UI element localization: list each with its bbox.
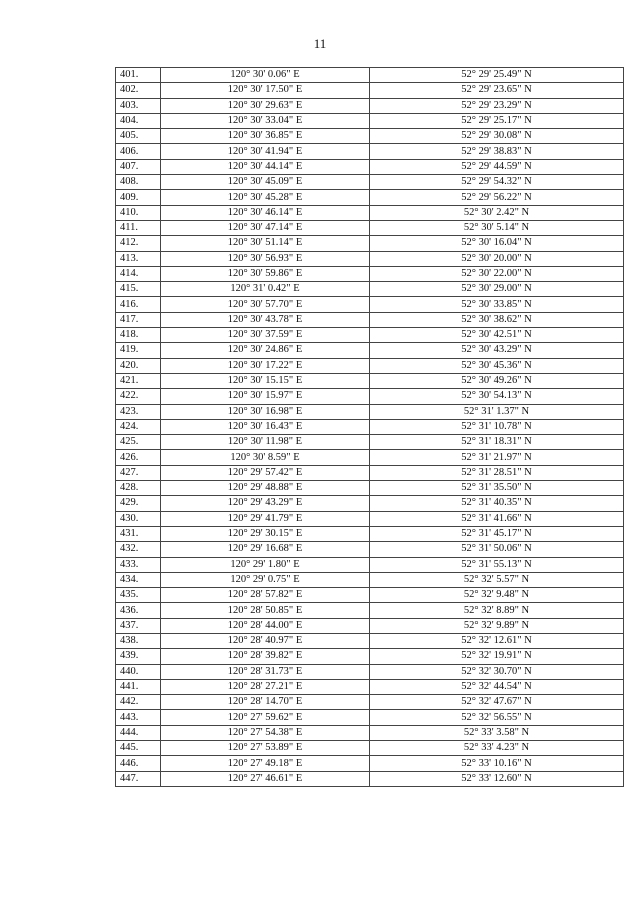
longitude-cell: 120° 30' 8.59" E [161,450,370,465]
longitude-cell: 120° 30' 56.93" E [161,251,370,266]
longitude-cell: 120° 28' 44.00" E [161,618,370,633]
table-row [116,771,624,786]
point-number-cell: 404. [116,113,161,128]
latitude-cell: 52° 29' 44.59" N [370,159,624,174]
latitude-cell: 52° 32' 47.67" N [370,695,624,710]
table-row [116,343,624,358]
latitude-cell: 52° 30' 20.00" N [370,251,624,266]
latitude-cell: 52° 30' 22.00" N [370,266,624,281]
longitude-cell: 120° 30' 44.14" E [161,159,370,174]
point-number-cell: 425. [116,435,161,450]
point-number-cell: 412. [116,236,161,251]
longitude-cell: 120° 29' 16.68" E [161,542,370,557]
longitude-cell: 120° 27' 49.18" E [161,756,370,771]
longitude-cell: 120° 30' 43.78" E [161,312,370,327]
point-number-cell: 436. [116,603,161,618]
latitude-cell: 52° 30' 45.36" N [370,358,624,373]
table-row [116,435,624,450]
latitude-cell: 52° 29' 38.83" N [370,144,624,159]
latitude-cell: 52° 30' 38.62" N [370,312,624,327]
longitude-cell: 120° 28' 50.85" E [161,603,370,618]
longitude-cell: 120° 28' 40.97" E [161,633,370,648]
longitude-cell: 120° 30' 36.85" E [161,129,370,144]
longitude-cell: 120° 30' 11.98" E [161,435,370,450]
latitude-cell: 52° 29' 56.22" N [370,190,624,205]
point-number-cell: 441. [116,679,161,694]
table-row [116,175,624,190]
latitude-cell: 52° 30' 2.42" N [370,205,624,220]
point-number-cell: 402. [116,83,161,98]
table-row [116,312,624,327]
point-number-cell: 414. [116,266,161,281]
longitude-cell: 120° 30' 57.70" E [161,297,370,312]
latitude-cell: 52° 30' 42.51" N [370,328,624,343]
latitude-cell: 52° 32' 12.61" N [370,633,624,648]
table-row [116,190,624,205]
latitude-cell: 52° 33' 12.60" N [370,771,624,786]
point-number-cell: 413. [116,251,161,266]
point-number-cell: 426. [116,450,161,465]
point-number-cell: 431. [116,526,161,541]
table-row [116,741,624,756]
longitude-cell: 120° 30' 16.98" E [161,404,370,419]
table-row [116,618,624,633]
table-row [116,679,624,694]
longitude-cell: 120° 30' 47.14" E [161,220,370,235]
longitude-cell: 120° 30' 59.86" E [161,266,370,281]
longitude-cell: 120° 29' 57.42" E [161,465,370,480]
table-row [116,649,624,664]
latitude-cell: 52° 30' 49.26" N [370,373,624,388]
table-row [116,373,624,388]
latitude-cell: 52° 30' 29.00" N [370,282,624,297]
point-number-cell: 443. [116,710,161,725]
latitude-cell: 52° 31' 21.97" N [370,450,624,465]
longitude-cell: 120° 27' 46.61" E [161,771,370,786]
longitude-cell: 120° 30' 33.04" E [161,113,370,128]
latitude-cell: 52° 32' 19.91" N [370,649,624,664]
latitude-cell: 52° 32' 8.89" N [370,603,624,618]
latitude-cell: 52° 32' 44.54" N [370,679,624,694]
point-number-cell: 433. [116,557,161,572]
longitude-cell: 120° 31' 0.42" E [161,282,370,297]
latitude-cell: 52° 33' 10.16" N [370,756,624,771]
point-number-cell: 427. [116,465,161,480]
table-row [116,496,624,511]
table-row [116,526,624,541]
point-number-cell: 432. [116,542,161,557]
table-row [116,725,624,740]
table-row [116,358,624,373]
table-row [116,282,624,297]
table-row [116,297,624,312]
latitude-cell: 52° 33' 4.23" N [370,741,624,756]
longitude-cell: 120° 30' 17.50" E [161,83,370,98]
latitude-cell: 52° 31' 55.13" N [370,557,624,572]
point-number-cell: 415. [116,282,161,297]
point-number-cell: 405. [116,129,161,144]
latitude-cell: 52° 32' 5.57" N [370,572,624,587]
point-number-cell: 446. [116,756,161,771]
point-number-cell: 442. [116,695,161,710]
point-number-cell: 407. [116,159,161,174]
point-number-cell: 430. [116,511,161,526]
longitude-cell: 120° 29' 43.29" E [161,496,370,511]
point-number-cell: 416. [116,297,161,312]
table-row [116,404,624,419]
latitude-cell: 52° 31' 1.37" N [370,404,624,419]
latitude-cell: 52° 30' 16.04" N [370,236,624,251]
point-number-cell: 437. [116,618,161,633]
point-number-cell: 420. [116,358,161,373]
point-number-cell: 417. [116,312,161,327]
longitude-cell: 120° 27' 59.62" E [161,710,370,725]
longitude-cell: 120° 30' 41.94" E [161,144,370,159]
latitude-cell: 52° 29' 25.17" N [370,113,624,128]
longitude-cell: 120° 30' 17.22" E [161,358,370,373]
table-row [116,511,624,526]
longitude-cell: 120° 29' 0.75" E [161,572,370,587]
point-number-cell: 429. [116,496,161,511]
longitude-cell: 120° 27' 53.89" E [161,741,370,756]
latitude-cell: 52° 32' 9.48" N [370,588,624,603]
longitude-cell: 120° 30' 15.15" E [161,373,370,388]
point-number-cell: 410. [116,205,161,220]
table-row [116,603,624,618]
table-row [116,633,624,648]
point-number-cell: 444. [116,725,161,740]
point-number-cell: 438. [116,633,161,648]
longitude-cell: 120° 30' 24.86" E [161,343,370,358]
longitude-cell: 120° 29' 1.80" E [161,557,370,572]
latitude-cell: 52° 31' 18.31" N [370,435,624,450]
latitude-cell: 52° 29' 25.49" N [370,68,624,83]
latitude-cell: 52° 29' 30.08" N [370,129,624,144]
page-number: 11 [313,36,327,51]
longitude-cell: 120° 30' 46.14" E [161,205,370,220]
latitude-cell: 52° 31' 10.78" N [370,419,624,434]
longitude-cell: 120° 28' 39.82" E [161,649,370,664]
point-number-cell: 403. [116,98,161,113]
latitude-cell: 52° 31' 45.17" N [370,526,624,541]
latitude-cell: 52° 32' 9.89" N [370,618,624,633]
table-row [116,557,624,572]
table-row [116,572,624,587]
table-row [116,159,624,174]
table-row [116,450,624,465]
point-number-cell: 406. [116,144,161,159]
longitude-cell: 120° 28' 27.21" E [161,679,370,694]
latitude-cell: 52° 30' 5.14" N [370,220,624,235]
latitude-cell: 52° 32' 30.70" N [370,664,624,679]
latitude-cell: 52° 32' 56.55" N [370,710,624,725]
table-row [116,710,624,725]
longitude-cell: 120° 30' 16.43" E [161,419,370,434]
point-number-cell: 419. [116,343,161,358]
table-row [116,664,624,679]
latitude-cell: 52° 30' 54.13" N [370,389,624,404]
latitude-cell: 52° 31' 50.06" N [370,542,624,557]
table-row [116,98,624,113]
table-row [116,144,624,159]
table-row [116,542,624,557]
point-number-cell: 422. [116,389,161,404]
longitude-cell: 120° 28' 31.73" E [161,664,370,679]
point-number-cell: 447. [116,771,161,786]
longitude-cell: 120° 28' 57.82" E [161,588,370,603]
table-row [116,465,624,480]
longitude-cell: 120° 29' 30.15" E [161,526,370,541]
longitude-cell: 120° 29' 41.79" E [161,511,370,526]
longitude-cell: 120° 30' 29.63" E [161,98,370,113]
longitude-cell: 120° 30' 51.14" E [161,236,370,251]
table-row [116,220,624,235]
table-row [116,205,624,220]
point-number-cell: 440. [116,664,161,679]
point-number-cell: 423. [116,404,161,419]
longitude-cell: 120° 29' 48.88" E [161,481,370,496]
table-row [116,588,624,603]
latitude-cell: 52° 31' 28.51" N [370,465,624,480]
latitude-cell: 52° 29' 54.32" N [370,175,624,190]
table-row [116,695,624,710]
table-row [116,68,624,83]
latitude-cell: 52° 33' 3.58" N [370,725,624,740]
point-number-cell: 424. [116,419,161,434]
point-number-cell: 401. [116,68,161,83]
latitude-cell: 52° 31' 35.50" N [370,481,624,496]
point-number-cell: 435. [116,588,161,603]
point-number-cell: 421. [116,373,161,388]
table-row [116,83,624,98]
table-row [116,481,624,496]
point-number-cell: 445. [116,741,161,756]
point-number-cell: 418. [116,328,161,343]
point-number-cell: 434. [116,572,161,587]
table-row [116,129,624,144]
longitude-cell: 120° 30' 15.97" E [161,389,370,404]
point-number-cell: 428. [116,481,161,496]
latitude-cell: 52° 29' 23.65" N [370,83,624,98]
point-number-cell: 409. [116,190,161,205]
latitude-cell: 52° 29' 23.29" N [370,98,624,113]
coordinates-table [115,67,624,787]
point-number-cell: 408. [116,175,161,190]
table-row [116,756,624,771]
table-row [116,113,624,128]
table-row [116,419,624,434]
latitude-cell: 52° 31' 41.66" N [370,511,624,526]
latitude-cell: 52° 31' 40.35" N [370,496,624,511]
coordinates-table-body [116,68,624,787]
longitude-cell: 120° 30' 45.09" E [161,175,370,190]
longitude-cell: 120° 28' 14.70" E [161,695,370,710]
longitude-cell: 120° 30' 0.06" E [161,68,370,83]
longitude-cell: 120° 30' 37.59" E [161,328,370,343]
table-row [116,251,624,266]
point-number-cell: 411. [116,220,161,235]
point-number-cell: 439. [116,649,161,664]
latitude-cell: 52° 30' 43.29" N [370,343,624,358]
table-row [116,328,624,343]
table-row [116,389,624,404]
table-row [116,236,624,251]
latitude-cell: 52° 30' 33.85" N [370,297,624,312]
table-row [116,266,624,281]
longitude-cell: 120° 27' 54.38" E [161,725,370,740]
longitude-cell: 120° 30' 45.28" E [161,190,370,205]
